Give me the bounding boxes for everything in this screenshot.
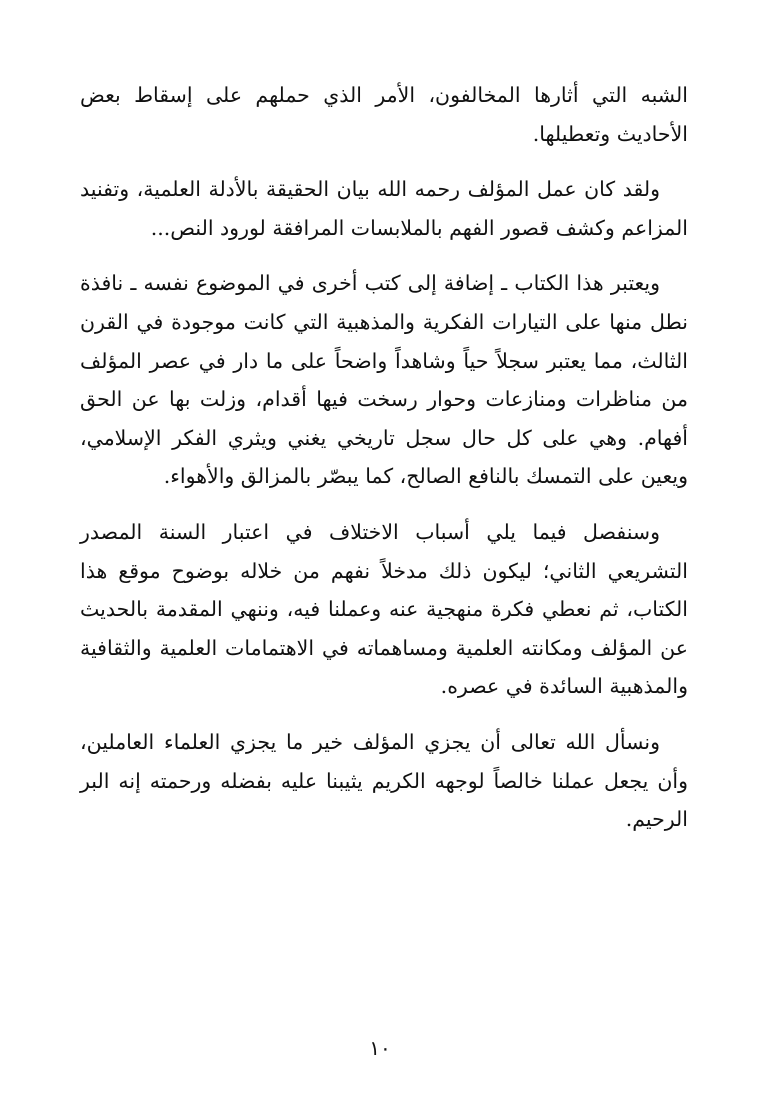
paragraph-author-work: ولقد كان عمل المؤلف رحمه الله بيان الحقيقة بالأدلة العلمية، وتفنيد المزاعم وكشف قصور الفهم بالملابسات المرافقة لورود النص... (80, 177, 688, 240)
paragraph-closing-prayer: ونسأل الله تعالى أن يجزي المؤلف خير ما يجزي العلماء العاملين، وأن يجعل عملنا خالصاً لوجهه الكريم يثيبنا عليه بفضله ورحمته إنه البر الرحيم. (80, 729, 688, 832)
paragraph-book-importance: ويعتبر هذا الكتاب ـ إضافة إلى كتب أخرى في الموضوع نفسه ـ نافذة نطل منها على التيارات الفكرية والمذهبية التي كانت موجودة في القرن الثالث، مما يعتبر سجلاً حياً وشاهداً واضحاً على ما دار في عصر المؤلف من مناظرات ومنازعات وحوار رسخت فيها أقدام، وزلت بها عن الحق أفهام. وهي على كل حال سجل تاريخي يغني ويثري الفكر الإسلامي، ويعين على التمسك بالنافع الصالح، كما يبصّر بالمزالق والأهواء. (80, 271, 688, 489)
body-text (80, 76, 688, 856)
page-number: ١٠ (369, 1036, 391, 1060)
paragraph-continuation: الشبه التي أثارها المخالفون، الأمر الذي حملهم على إسقاط بعض الأحاديث وتعطيلها. (80, 83, 688, 146)
paragraph-outline: وسنفصل فيما يلي أسباب الاختلاف في اعتبار السنة المصدر التشريعي الثاني؛ ليكون ذلك مدخلاً نفهم من خلاله بوضوح موقع هذا الكتاب، ثم نعطي فكرة منهجية عنه وعملنا فيه، وننهي المقدمة بالحديث عن المؤلف ومكانته العلمية ومساهماته في الاهتمامات العلمية والثقافية والمذهبية السائدة في عصره. (80, 519, 688, 699)
